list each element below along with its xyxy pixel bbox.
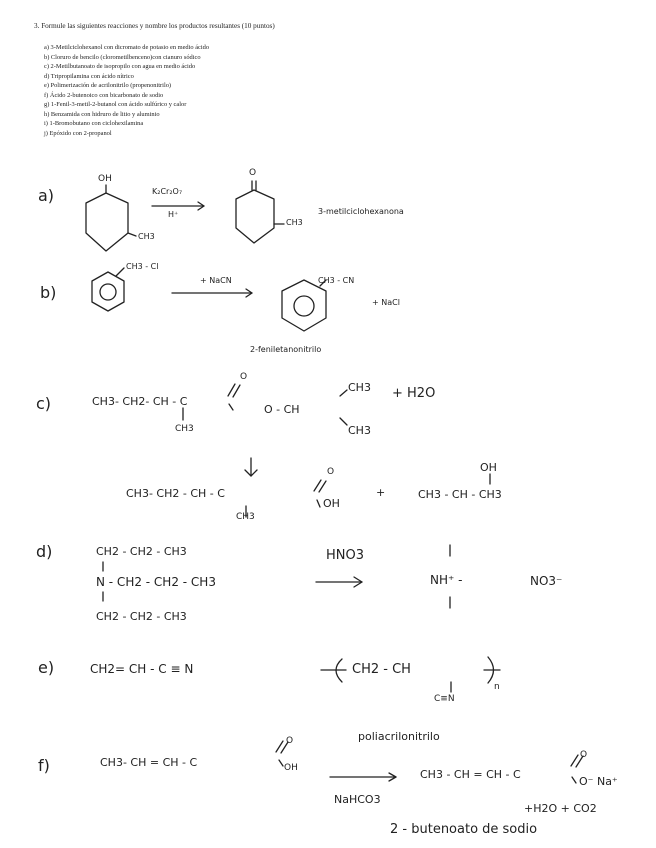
answer-label-f: f) [38,756,50,775]
isopropanol: CH3 - CH - CH3 [418,488,502,501]
product-name: poliacrilonitrilo [358,730,440,743]
benzene-ring-product [282,280,326,331]
isopropyl-methyl: CH3 [348,424,371,437]
cyclohexane-ring [86,193,128,251]
ester-chain: CH3- CH2- CH - C [92,395,188,408]
answer-label-b: b) [40,283,57,302]
nitric-acid: HNO3 [326,548,365,563]
question-title: 3. Formule las siguientes reacciones y nombre los productos resultantes (10 puntos) [34,22,275,30]
polymer-repeat-unit: CH2 - CH [352,662,411,677]
ammonium-ion: NH⁺ - [430,573,463,587]
acid-chain: CH3- CH2 - CH - C [126,487,225,500]
substituent: CH3 - Cl [126,262,159,271]
reaction-item: c) 2-Metilbutanoato de isopropilo con agua en medio ácido [44,63,196,71]
polymer-bracket-left [336,659,342,682]
hydroxyl-group: OH [98,174,112,184]
acid-catalyst: H⁺ [168,210,179,219]
propyl-chain: CH2 - CH2 - CH3 [96,545,187,558]
product-name: 3-metilciclohexanona [318,207,404,216]
answer-label-d: d) [36,542,53,561]
nitrile-group: C≡N [434,694,455,704]
carbonyl-oxygen: O [327,467,335,477]
hydroxyl-group: OH [284,763,298,773]
reaction-item: i) 1-Bromobutano con ciclohexilamina [44,120,144,128]
reaction-item: d) Tripropilamina con ácido nítrico [44,72,134,80]
ch3-bond [128,233,136,236]
answer-label-c: c) [36,394,52,413]
polymer-subscript: n [494,682,500,692]
reaction-item: b) Cloruro de bencilo (clorometilbenceno)con cianuro sódico [44,53,201,61]
methyl-branch: CH3 [175,424,194,434]
carbonyl-oxygen: O [286,736,294,746]
hydroxyl-group: OH [480,461,497,474]
byproducts: +H2O + CO2 [524,802,597,815]
methyl-group: CH3 [138,232,155,241]
butenoic-acid: CH3- CH = CH - C [100,756,198,769]
polymer-bracket-right [488,657,494,683]
reaction-item: j) Epóxido con 2-propanol [44,129,112,137]
reaction-item: a) 3-Metilciclohexanol con dicromato de potasio en medio ácido [44,44,210,51]
reaction-item: g) 1-Fenil-3-metil-2-butanol con ácido sulfúrico y calor [44,101,187,109]
reaction-item: f) Ácido 2-butenoico con bicarbonato de sodio [44,91,164,99]
carbonyl-oxygen: O [249,168,257,178]
sodium-butenoate: CH3 - CH = CH - C [420,768,521,781]
reaction-list [44,43,209,138]
benzene-ring [92,272,124,311]
methyl-group: CH3 [286,218,303,227]
plus-sign: + [376,486,386,499]
methyl-branch: CH3 [236,512,255,522]
propyl-chain: CH2 - CH2 - CH3 [96,610,187,623]
carbonyl-oxygen: O [580,750,588,760]
hydroxyl-group: OH [323,497,340,510]
reaction-item: h) Benzamida con hidruro de litio y aluminio [44,110,160,118]
answer-label-a: a) [38,186,55,205]
water: + H2O [392,386,436,401]
arrowhead-a [198,202,204,210]
byproduct: + NaCl [372,298,400,307]
answer-label-e: e) [38,658,55,677]
cyclohexanone-ring [236,190,274,243]
isopropyl-methyl: CH3 [348,381,371,394]
reagent-dichromate: K₂Cr₂O₇ [152,187,183,196]
carbonyl-oxygen: O [240,372,248,382]
substituent: CH3 - CN [318,276,355,285]
ester-oxygen: O - CH [264,403,300,416]
sodium-bicarbonate: NaHCO3 [334,793,381,806]
product-name: 2-fenileta​nonitrilo [250,345,322,354]
reaction-item: e) Polimerización de acrilonitrilo (propenonitrilo) [44,82,172,90]
carboxylate-sodium: O⁻ Na⁺ [579,775,618,788]
nitrate-ion: NO3⁻ [530,574,563,588]
acrylonitrile: CH2= CH - C ≡ N [90,662,194,676]
reagent-cyanide: + NaCN [200,276,232,285]
product-name: 2 - butenoato de sodio [390,822,538,837]
amine-nitrogen: N - CH2 - CH2 - CH3 [96,575,216,589]
